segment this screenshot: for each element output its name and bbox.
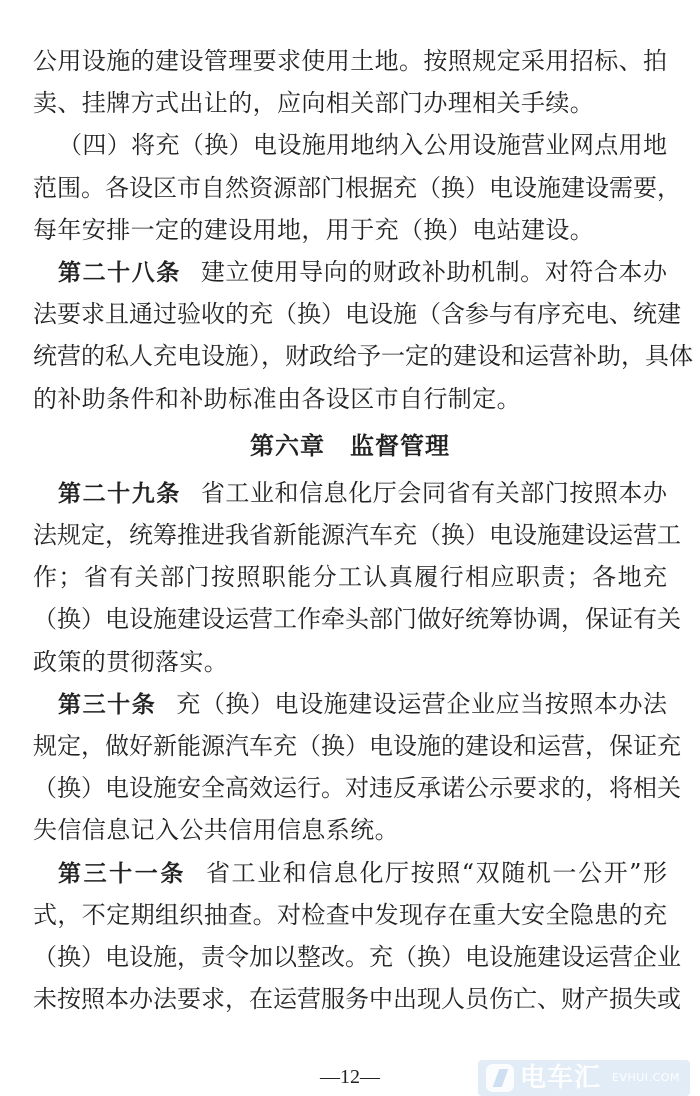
line-text: 统营的私人充电设施），财政给予一定的建设和运营补助，具体 bbox=[33, 342, 693, 371]
text-line bbox=[33, 683, 667, 725]
paragraph bbox=[33, 124, 681, 251]
document-body bbox=[33, 40, 693, 1020]
line-text: 卖、挂牌方式出让的，应向相关部门办理相关手续。 bbox=[33, 89, 595, 118]
text-line bbox=[33, 40, 667, 82]
watermark-subtext: EVHUI.COM bbox=[612, 1071, 680, 1084]
text-line bbox=[33, 335, 693, 377]
article-paragraph bbox=[33, 852, 681, 1021]
line-text: 未按照本办法要求，在运营服务中出现人员伤亡、财产损失或 bbox=[33, 985, 681, 1014]
line-text: 法要求且通过验收的充（换）电设施（含参与有序充电、统建 bbox=[33, 300, 681, 329]
line-text: 建立使用导向的财政补助机制。对符合本办 bbox=[200, 257, 668, 286]
text-line bbox=[33, 767, 681, 809]
line-text: 作；省有关部门按照职能分工认真履行相应职责；各地充 bbox=[33, 563, 667, 592]
article-paragraph bbox=[33, 683, 681, 852]
article-number: 第二十九条 bbox=[58, 480, 181, 507]
paragraph bbox=[33, 40, 667, 124]
evhui-logo-icon bbox=[486, 1064, 514, 1092]
line-text: （换）电设施，责令加以整改。充（换）电设施建设运营企业 bbox=[33, 942, 681, 971]
page-number: —12— bbox=[320, 1066, 380, 1088]
text-line bbox=[33, 293, 681, 335]
text-line bbox=[33, 124, 667, 166]
chapter-heading: 第六章 监督管理 bbox=[250, 431, 450, 460]
line-text: 规定，做好新能源汽车充（换）电设施的建设和运营，保证充 bbox=[33, 732, 681, 760]
line-text: 充（换）电设施建设运营企业应当按照本办法 bbox=[176, 689, 668, 718]
line-text: 省工业和信息化厅会同省有关部门按照本办 bbox=[200, 478, 668, 507]
text-line bbox=[33, 378, 667, 420]
line-text: 式，不定期组织抽查。对检查中发现存在重大安全隐患的充 bbox=[33, 900, 667, 929]
text-line bbox=[33, 598, 681, 640]
line-text: 范围。各设区市自然资源部门根据充（换）电设施建设需要， bbox=[33, 173, 681, 202]
line-text: 的补助条件和补助标准由各设区市自行制定。 bbox=[33, 384, 521, 413]
text-line bbox=[33, 556, 667, 598]
text-line bbox=[33, 894, 667, 936]
article-paragraph bbox=[33, 251, 693, 420]
text-line bbox=[33, 209, 667, 251]
article-number: 第三十条 bbox=[58, 691, 157, 718]
article-number: 第二十八条 bbox=[58, 259, 181, 286]
line-text: 失信信息记入公共信用信息系统。 bbox=[33, 816, 399, 845]
text-line bbox=[33, 251, 667, 293]
line-text: （换）电设施建设运营工作牵头部门做好统筹协调，保证有关 bbox=[33, 605, 681, 634]
text-line bbox=[33, 167, 681, 209]
text-line bbox=[33, 514, 681, 556]
article-number: 第三十一条 bbox=[58, 860, 186, 887]
text-line bbox=[33, 472, 667, 514]
line-text: 公用设施的建设管理要求使用土地。按照规定采用招标、拍 bbox=[33, 47, 667, 75]
article-paragraph bbox=[33, 472, 681, 683]
text-line bbox=[33, 852, 667, 894]
line-text: 法规定，统筹推进我省新能源汽车充（换）电设施建设运营工 bbox=[33, 521, 681, 550]
text-line bbox=[33, 978, 681, 1020]
text-line bbox=[33, 82, 667, 124]
text-line bbox=[33, 936, 681, 978]
text-line bbox=[33, 641, 667, 683]
text-line bbox=[33, 809, 667, 851]
line-text: 每年安排一定的建设用地，用于充（换）电站建设。 bbox=[33, 215, 595, 244]
line-text: 省工业和信息化厅按照“双随机一公开”形 bbox=[205, 858, 668, 887]
text-line bbox=[33, 725, 681, 767]
watermark-text: 电车汇 bbox=[520, 1063, 602, 1093]
line-text: 政策的贯彻落实。 bbox=[33, 647, 229, 676]
line-text: （换）电设施安全高效运行。对违反承诺公示要求的，将相关 bbox=[33, 774, 681, 803]
line-text: （四）将充（换）电设施用地纳入公用设施营业网点用地 bbox=[58, 131, 667, 160]
watermark-logo bbox=[478, 1060, 690, 1096]
